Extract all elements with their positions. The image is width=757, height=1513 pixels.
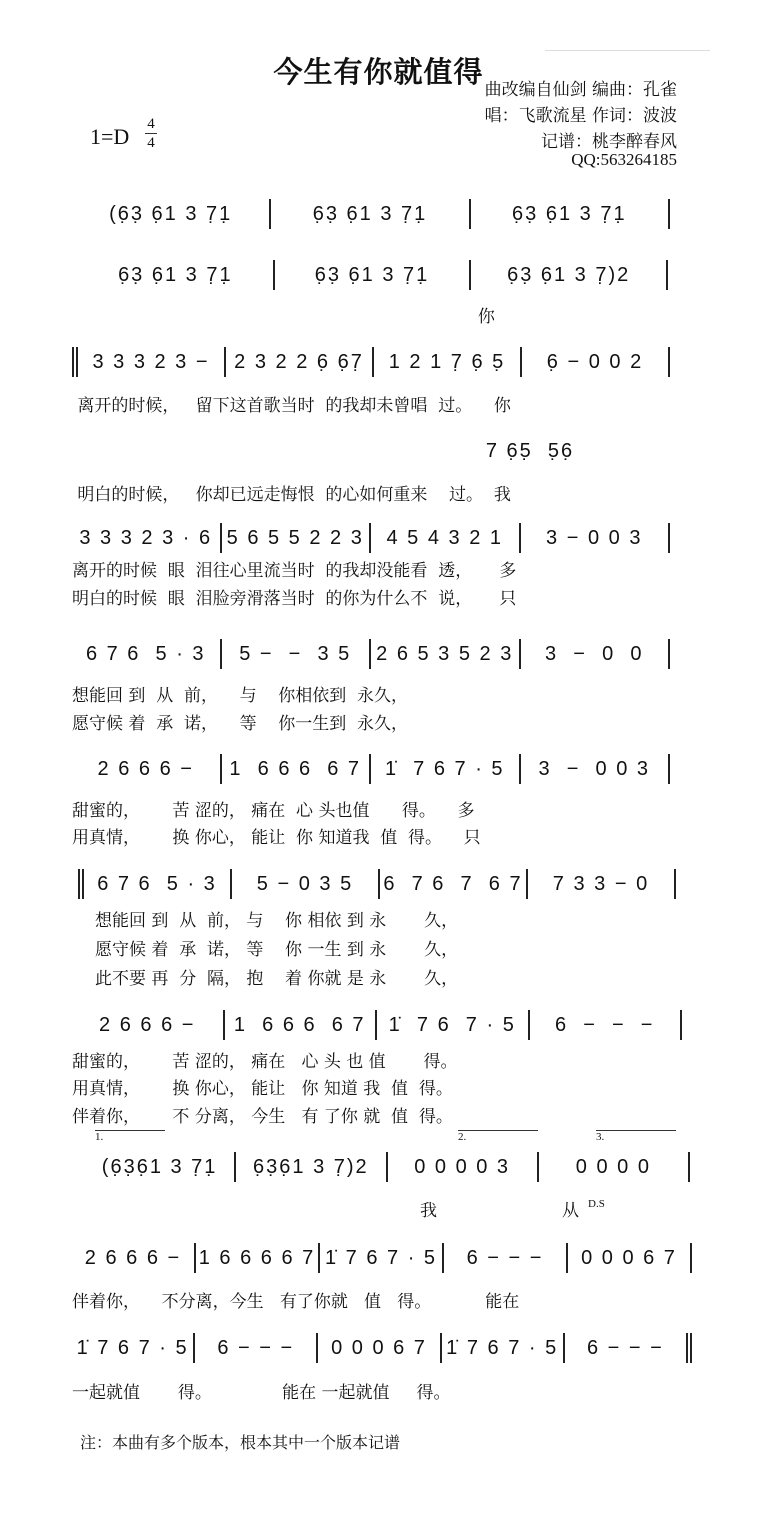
lyric-line: 想能回 到 从 前， 与 你相依到 永久， bbox=[72, 686, 409, 706]
credit-singer-lyricist: 唱：飞歌流星 作词：波波 bbox=[484, 106, 677, 126]
lyric-line: 明白的时候， 你却已远走悔恨 的心如何重来 过。 我 bbox=[72, 485, 511, 505]
barline bbox=[668, 523, 670, 553]
barline bbox=[690, 1243, 692, 1273]
measure: 3 − 0 0 3 bbox=[546, 526, 643, 549]
credit-transcriber: 记谱：桃李醉春风 bbox=[541, 132, 677, 152]
measure: 6 7 6 5 · 3 bbox=[97, 872, 217, 895]
measure: 2 6 6 6 − bbox=[99, 1013, 196, 1036]
barline bbox=[666, 260, 668, 290]
music-line bbox=[72, 1243, 692, 1273]
lyric-line: 离开的时候 眼 泪往心里流当时 的我却没能看 透， 多 bbox=[72, 561, 517, 581]
lyric-line: 用真情， 换 你心， 能让 你 知道 我 值 得。 bbox=[72, 1079, 453, 1099]
measure: 1̇ 7 6 7 · 5 bbox=[388, 1013, 516, 1036]
barline bbox=[688, 1152, 690, 1182]
lyric-line: 我 bbox=[420, 1201, 437, 1221]
time-signature bbox=[145, 116, 157, 151]
barline bbox=[686, 1333, 692, 1363]
key-signature: 1=D bbox=[90, 124, 130, 149]
measure: 6 − − − bbox=[586, 1336, 664, 1359]
measure: 3 3 3 2 3 − bbox=[92, 350, 210, 373]
measure: 6̣3̣ 6̣1 3 7̣)2 bbox=[507, 263, 631, 286]
music-line bbox=[78, 260, 668, 290]
measure: 3 − 0 0 bbox=[545, 642, 644, 665]
measure: 3 3 3 2 3 · 6 bbox=[79, 526, 213, 549]
music-line bbox=[72, 347, 670, 377]
measure: 1 2 1 7̣ 6̣ 5̣ bbox=[388, 350, 506, 373]
measure: 5 6 5 5 2 2 3 bbox=[226, 526, 364, 549]
dal-segno-mark: D.S bbox=[588, 1198, 605, 1210]
measure: 6 7 6 7 6 7 bbox=[383, 872, 523, 895]
measure: 2 3 2 2 6̣ 6̣7̣ bbox=[234, 350, 364, 373]
lyric-line: 此不要 再 分 隔， 抱 着 你就 是 永 久， bbox=[95, 969, 459, 989]
measure: 2 6 5 3 5 2 3 bbox=[376, 642, 514, 665]
measure: 7 3 3 − 0 bbox=[552, 872, 650, 895]
lyric-line: 离开的时候， 留下这首歌当时 的我却未曾唱 过。 你 bbox=[72, 396, 511, 416]
volta-ending: 2. bbox=[458, 1130, 538, 1141]
time-bottom: 4 bbox=[147, 135, 155, 151]
measure: 2 6 6 6 − bbox=[97, 757, 194, 780]
music-line bbox=[72, 639, 670, 669]
measure: 6̣3̣ 6̣1 3 7̣1̣ bbox=[512, 202, 627, 225]
lyric-line: 甜蜜的， 苦 涩的， 痛在 心 头 也 值 得。 bbox=[72, 1052, 458, 1072]
measure: 4 5 4 3 2 1 bbox=[386, 526, 504, 549]
measure: 6̣3̣ 6̣1 3 7̣1̣ bbox=[314, 263, 430, 286]
lyric-line: 用真情， 换 你心， 能让 你 知道我 值 得。 只 bbox=[72, 828, 481, 848]
measure: 6 − − − bbox=[217, 1336, 295, 1359]
measure: 3 − 0 0 3 bbox=[538, 757, 650, 780]
footnote: 注：本曲有多个版本，根本其中一个版本记谱 bbox=[80, 1433, 401, 1452]
music-line bbox=[72, 754, 670, 784]
volta-ending: 3. bbox=[596, 1130, 676, 1141]
measure: 0 0 0 0 bbox=[575, 1155, 651, 1178]
measure: 6 − − − bbox=[554, 1013, 655, 1036]
barline bbox=[668, 639, 670, 669]
music-line bbox=[85, 1152, 690, 1182]
measure: 1̇ 7 6 7 · 5 bbox=[384, 757, 505, 780]
time-top: 4 bbox=[147, 116, 155, 132]
measure: 6̣ − 0 0 2 bbox=[546, 350, 644, 373]
lyric-line: 愿守候 着 承 诺， 等 你一生到 永久， bbox=[72, 714, 409, 734]
barline bbox=[668, 199, 670, 229]
measure: 0 0 0 6 7 bbox=[581, 1246, 677, 1269]
measure: 2 6 6 6 − bbox=[84, 1246, 182, 1269]
barline bbox=[674, 869, 676, 899]
credit-qq: QQ:563264185 bbox=[571, 150, 677, 169]
barline bbox=[668, 754, 670, 784]
measure: 1 6 6 6 6 7 bbox=[233, 1013, 366, 1036]
measure: 6̣3̣ 6̣1 3 7̣1̣ bbox=[118, 263, 233, 286]
measure: 1̇ 7 6 7 · 5 bbox=[324, 1246, 438, 1269]
measure: 0 0 0 6 7 bbox=[331, 1336, 427, 1359]
measure: 6̣3̣6̣1 3 7̣)2 bbox=[253, 1155, 369, 1178]
music-line bbox=[72, 523, 670, 553]
barline bbox=[668, 347, 670, 377]
lyric-line: 愿守候 着 承 诺， 等 你 一生 到 永 久， bbox=[95, 940, 459, 960]
measure: 5 − − 3 5 bbox=[239, 642, 352, 665]
barline bbox=[680, 1010, 682, 1040]
music-line bbox=[72, 1333, 692, 1363]
music-line bbox=[465, 436, 595, 466]
measure: 1̇ 7 6 7 · 5 bbox=[446, 1336, 559, 1359]
lyric-line: 你 bbox=[78, 307, 495, 327]
measure: 5 − 0 3 5 bbox=[256, 872, 354, 895]
measure: (6̣3̣ 6̣1 3 7̣1̣ bbox=[109, 202, 233, 225]
lyric-line: 明白的时候 眼 泪脸旁滑落当时 的你为什么不 说， 只 bbox=[72, 589, 517, 609]
lyric-line: 伴着你， 不 分离， 今生 有 了你 就 值 得。 bbox=[72, 1107, 453, 1127]
measure: 1̇ 7 6 7 · 5 bbox=[76, 1336, 189, 1359]
lyric-line: 从 bbox=[562, 1201, 579, 1221]
lyric-line: 伴着你， 不分离，今生 有了你就 值 得。 能在 bbox=[72, 1292, 520, 1312]
measure: 1 6 6 6 6 7 bbox=[229, 757, 362, 780]
measure: (6̣3̣6̣1 3 7̣1̣ bbox=[101, 1155, 218, 1178]
music-line bbox=[72, 199, 670, 229]
music-line bbox=[78, 869, 676, 899]
music-line bbox=[72, 1010, 682, 1040]
measure: 6 − − − bbox=[466, 1246, 544, 1269]
measure: 6 7 6 5 · 3 bbox=[85, 642, 206, 665]
lyric-line: 甜蜜的， 苦 涩的， 痛在 心 头也值 得。 多 bbox=[72, 801, 475, 821]
volta-ending: 1. bbox=[95, 1130, 165, 1141]
song-title: 今生有你就值得 bbox=[273, 55, 484, 89]
credit-arranger: 曲改编自仙剑 编曲：孔雀 bbox=[484, 80, 677, 100]
measure: 0 0 0 0 3 bbox=[414, 1155, 511, 1178]
measure: 7 6̣5̣ 5̣6̣ bbox=[485, 439, 575, 462]
measure: 1 6 6 6 6 7 bbox=[198, 1246, 316, 1269]
measure: 6̣3̣ 6̣1 3 7̣1̣ bbox=[312, 202, 428, 225]
lyric-line: 一起就值 得。 能在 一起就值 得。 bbox=[72, 1383, 451, 1403]
lyric-line: 想能回 到 从 前， 与 你 相依 到 永 久， bbox=[95, 911, 459, 931]
